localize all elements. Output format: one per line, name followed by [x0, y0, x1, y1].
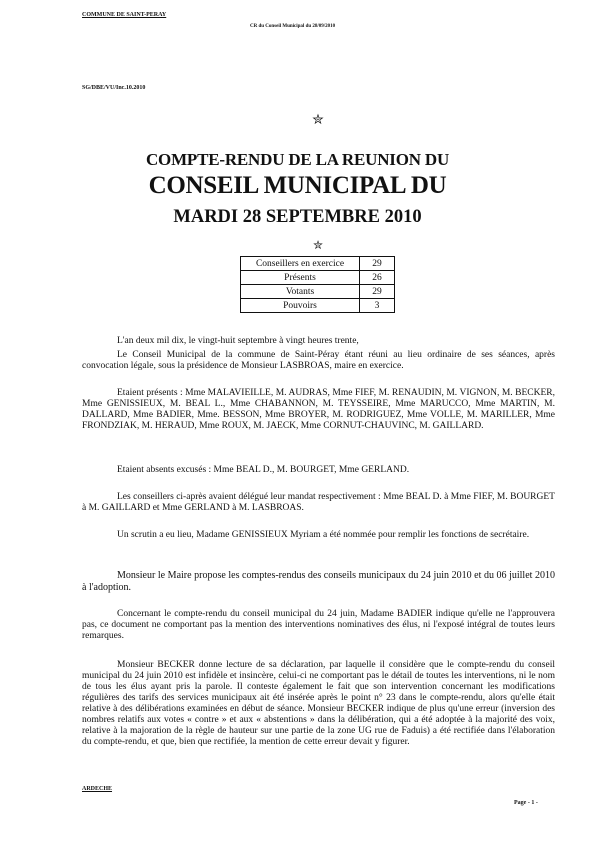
table-cell-value: 29	[360, 285, 395, 299]
table-cell-value: 29	[360, 257, 395, 271]
table-cell-value: 26	[360, 271, 395, 285]
paragraph-convocation: Le Conseil Municipal de la commune de Saint-Péray étant réuni au lieu ordinaire de ses séances, après convocation légale, sous la présidence de Monsieur LASBROAS, maire en exercice.	[82, 350, 555, 371]
header-commune: COMMUNE DE SAINT-PERAY	[82, 12, 167, 18]
star-ornament-bottom: ✮	[312, 238, 324, 252]
table-cell-value: 3	[360, 299, 395, 313]
star-ornament-top: ✮	[312, 113, 324, 128]
title-line-3: MARDI 28 SEPTEMBRE 2010	[173, 207, 422, 227]
paragraph-absent-members: Etaient absents excusés : Mme BEAL D., M. BOURGET, Mme GERLAND.	[117, 465, 410, 475]
table-cell-label: Présents	[241, 271, 360, 285]
paragraph-proxies: Les conseillers ci-après avaient délégué leur mandat respectivement : Mme BEAL D. à Mme FIEF, M. BOURGET à M. GAILLARD et Mme GERLAND à M. LASBROAS.	[82, 492, 555, 513]
table-row	[241, 285, 395, 299]
header-document-title: CR du Conseil Municipal du 28/09/2010	[250, 24, 336, 29]
table-row	[241, 299, 395, 313]
paragraph-becker-declaration: Monsieur BECKER donne lecture de sa déclaration, par laquelle il considère que le compte-rendu du conseil municipal du 24 juin 2010 est infidèle et insincère, celui-ci ne comportant pas le détail de toutes les interventions, ni le nom de tous les élus ayant pris la parole. Il conteste également le fait que son intervention concernant les modifications régulières des tarifs des services municipaux ait été insérée après le point n° 23 dans le compte-rendu, alors qu'elle était relative à des délibérations examinées en début de séance. Monsieur BECKER indique de plus qu'une erreur (inversion des nombres relatifs aux votes « contre » et aux « abstentions » dans la délibération, qui a été adoptée à la majorité des voix, relative à la majoration de la règle de hauteur sur une partie de la zone UG rue de Faduis) a été rectifiée dans l'élaboration du compte-rendu, et que, bien que rectifiée, la mention de cette erreur devait y figurer.	[82, 660, 555, 747]
table-row	[241, 257, 395, 271]
paragraph-date: L'an deux mil dix, le vingt-huit septembre à vingt heures trente,	[117, 336, 359, 346]
table-cell-label: Pouvoirs	[241, 299, 360, 313]
title-line-1: COMPTE-RENDU DE LA REUNION DU	[145, 150, 450, 169]
paragraph-badier-remark: Concernant le compte-rendu du conseil municipal du 24 juin, Madame BADIER indique qu'elle ne l'approuvera pas, ce document ne comportant pas la mention des interventions nominatives des élus, ni l'exposé intégral de toutes leurs remarques.	[82, 609, 555, 641]
table-row	[241, 271, 395, 285]
page-number: Page - 1 -	[514, 800, 538, 806]
title-line-2: CONSEIL MUNICIPAL DU	[148, 172, 447, 199]
footer-department: ARDECHE	[82, 786, 113, 792]
attendance-table	[240, 256, 395, 313]
table-cell-label: Conseillers en exercice	[241, 257, 360, 271]
table-cell-label: Votants	[241, 285, 360, 299]
paragraph-minutes-proposal: Monsieur le Maire propose les comptes-rendus des conseils municipaux du 24 juin 2010 et du 06 juillet 2010 à l'adoption.	[82, 570, 555, 593]
paragraph-secretary: Un scrutin a eu lieu, Madame GENISSIEUX Myriam a été nommée pour remplir les fonctions de secrétaire.	[117, 530, 530, 540]
paragraph-present-members: Etaient présents : Mme MALAVIEILLE, M. AUDRAS, Mme FIEF, M. RENAUDIN, M. VIGNON, M. BECKER, Mme GENISSIEUX, M. BEAL L., Mme CHABANNON, M. TEYSSEIRE, Mme MARUCCO, Mme MARTIN, M. DALLARD, Mme BADIER, Mme. BESSON, Mme BROYER, M. RODRIGUEZ, Mme VOLLE, M. MARILLER, Mme FRONDZIAK, M. HERAUD, Mme ROUX, M. JAECK, Mme CORNUT-CHAUVINC, M. GAILLARD.	[82, 388, 555, 431]
document-reference: SG/DBE/VU/Inc.10.2010	[82, 85, 146, 91]
